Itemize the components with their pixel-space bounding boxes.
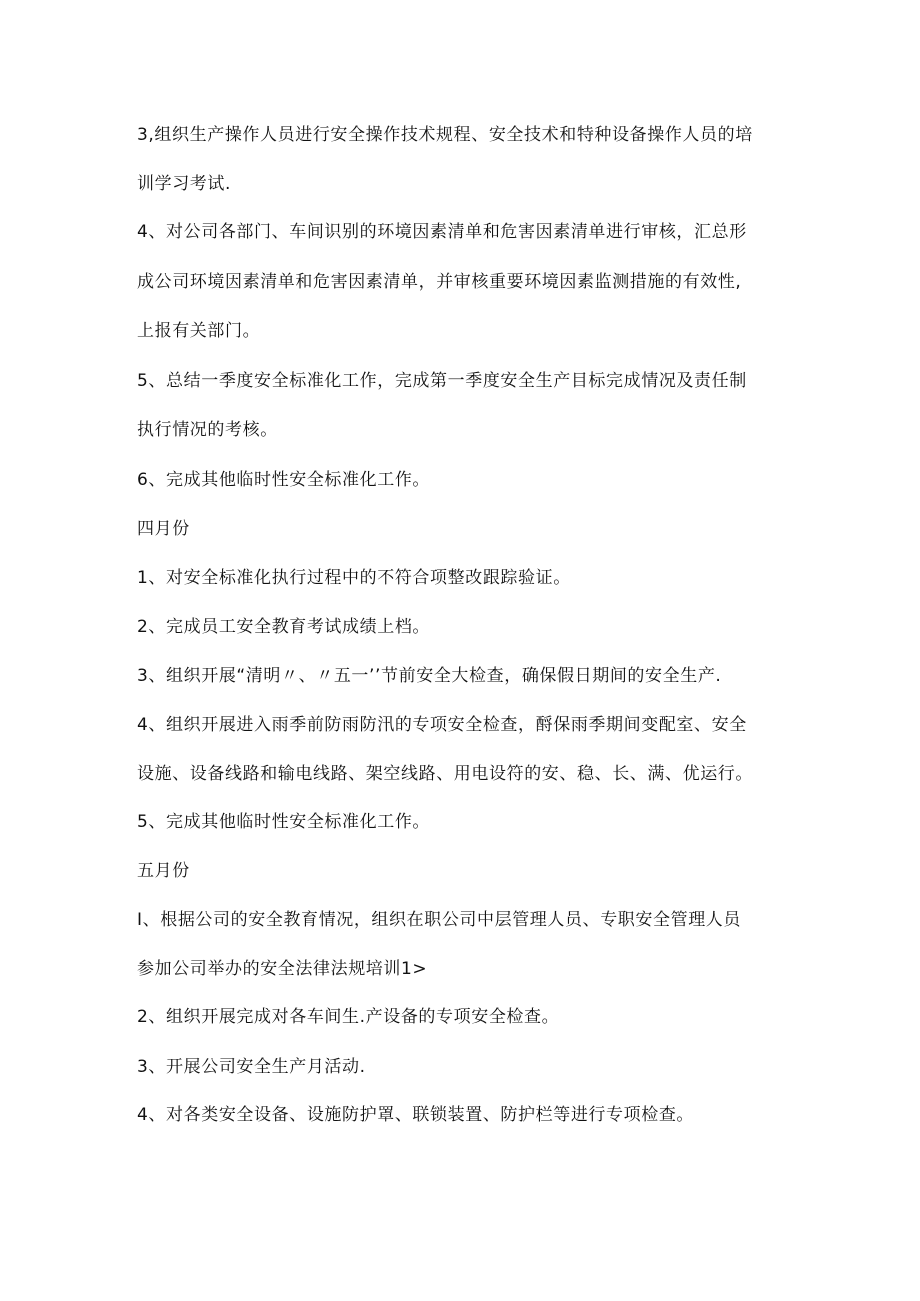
text-line: 成公司环境因素清单和危害因素清单，并审核重要环境因素监测措施的有效性, (137, 272, 742, 292)
text-line: 执行情况的考核。 (137, 420, 278, 440)
section-heading: 四月份 (137, 519, 190, 539)
text-line: 4、对公司各部门、车间识别的环境因素清单和危害因素清单进行审核，汇总形 (137, 222, 747, 242)
text-line: 3、开展公司安全生产月活动. (137, 1057, 366, 1077)
text-line: 5、总结一季度安全标准化工作，完成第一季度安全生产目标完成情况及责任制 (137, 371, 747, 391)
text-line: 4、组织开展进入雨季前防雨防汛的专项安全检查，酹保雨季期间变配室、安全 (137, 715, 747, 735)
text-line: 3,组织生产操作人员进行安全操作技术规程、安全技术和特种设备操作人员的培 (137, 125, 753, 145)
text-line: 5、完成其他临时性安全标准化工作。 (137, 812, 431, 832)
text-line: 4、对各类安全设备、设施防护罩、联锁装置、防护栏等进行专项检查。 (137, 1105, 695, 1125)
text-line: 3、组织开展“清明〃、〃五一’’节前安全大检查，确保假日期间的安全生产. (137, 666, 722, 686)
text-line: 设施、设备线路和输电线路、架空线路、用电设符的安、稳、长、满、优运行。 (137, 764, 753, 784)
text-line: 上报有关部门。 (137, 321, 261, 341)
text-line: 2、组织开展完成对各车间生.产设备的专项安全检查。 (137, 1007, 560, 1027)
section-heading: 五月份 (137, 861, 190, 881)
text-line: 1、对安全标准化执行过程中的不符合项整改跟踪验证。 (137, 568, 571, 588)
text-line: I、根据公司的安全教育情况，组织在职公司中层管理人员、专职安全管理人员 (137, 910, 742, 930)
text-line: 2、完成员工安全教育考试成绩上档。 (137, 617, 431, 637)
text-line: 6、完成其他临时性安全标准化工作。 (137, 470, 431, 490)
text-line: 参加公司举办的安全法律法规培训1> (137, 959, 428, 979)
text-line: 训学习考试. (137, 174, 232, 194)
